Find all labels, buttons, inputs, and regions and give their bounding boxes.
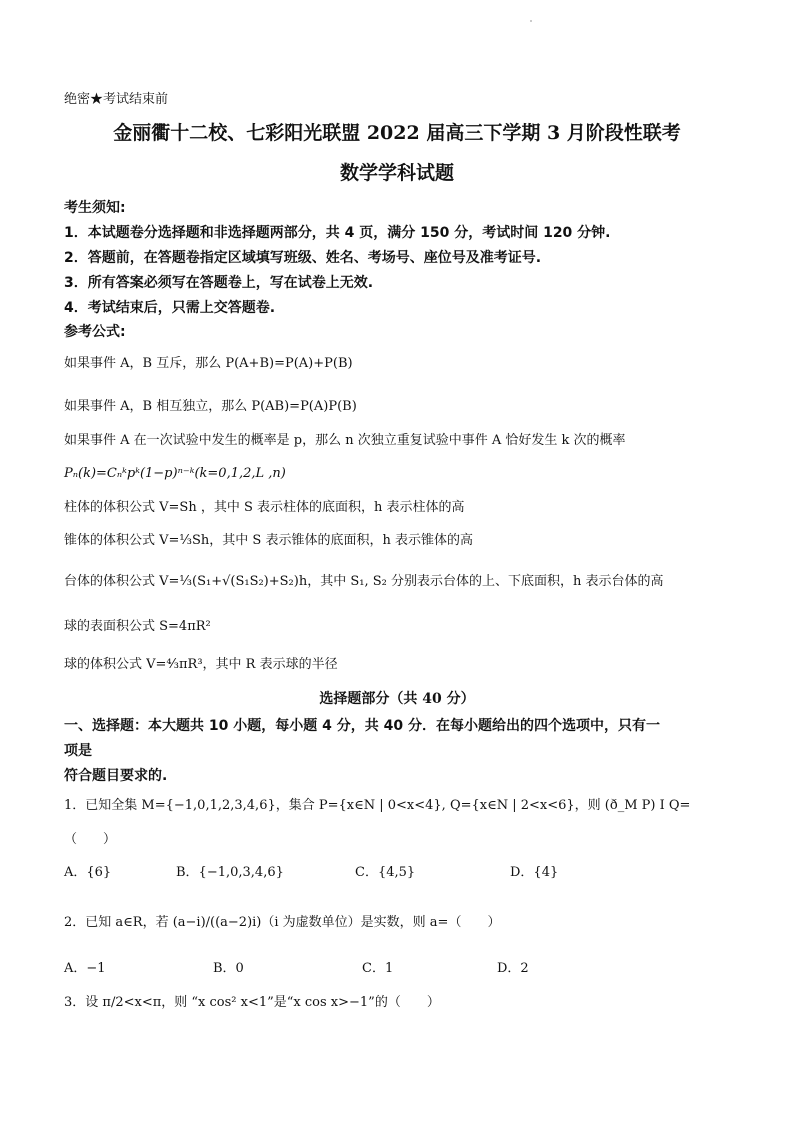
formula-line: 球的体积公式 V=⁴⁄₃πR³，其中 R 表示球的半径 <box>64 657 338 672</box>
question-1-stem: 1．已知全集 M={−1,0,1,2,3,4,6}，集合 P={x∈N | 0<x<4}, Q={x∈N | 2<x<6}，则 (ð_M P) I Q= <box>64 798 691 813</box>
formula-line: 球的表面积公式 S=4πR² <box>64 619 211 634</box>
choice-a: A．{6} <box>64 865 112 880</box>
section-title: 选择题部分（共 40 分） <box>319 691 475 707</box>
confidential-mark: 绝密★考试结束前 <box>64 92 169 107</box>
choice-b: B．{−1,0,3,4,6} <box>176 865 284 880</box>
formula-line: 如果事件 A，B 相互独立，那么 P(AB)=P(A)P(B) <box>64 399 357 414</box>
choice-d: D．{4} <box>510 865 559 880</box>
choice-a: A．−1 <box>64 961 106 976</box>
notice-item: 2．答题前，在答题卷指定区域填写班级、姓名、考场号、座位号及准考证号. <box>64 250 542 266</box>
formula-line: 锥体的体积公式 V=⅓Sh，其中 S 表示锥体的底面积，h 表示锥体的高 <box>64 533 473 548</box>
notice-item: 1．本试题卷分选择题和非选择题两部分，共 4 页，满分 150 分，考试时间 120 分钟. <box>64 225 611 241</box>
choice-b: B．0 <box>213 961 244 976</box>
question-1-paren: （ ） <box>64 832 117 847</box>
choice-c: C．{4,5} <box>355 865 416 880</box>
formula-line: 如果事件 A 在一次试验中发生的概率是 p，那么 n 次独立重复试验中事件 A 恰好发生 k 次的概率 <box>64 433 626 448</box>
choice-d: D．2 <box>497 961 529 976</box>
formula-line: Pₙ(k)=Cₙᵏpᵏ(1−p)ⁿ⁻ᵏ(k=0,1,2,L ,n) <box>64 466 286 481</box>
scan-speck <box>530 20 532 22</box>
notice-heading: 考生须知: <box>64 200 126 216</box>
formulas-heading: 参考公式: <box>64 324 126 340</box>
formula-line: 柱体的体积公式 V=Sh ，其中 S 表示柱体的底面积，h 表示柱体的高 <box>64 500 465 515</box>
exam-subtitle: 数学学科试题 <box>339 162 454 184</box>
choice-c: C．1 <box>362 961 394 976</box>
exam-title: 金丽衢十二校、七彩阳光联盟 2022 届高三下学期 3 月阶段性联考 <box>113 122 681 144</box>
section-intro: 项是 <box>64 743 92 759</box>
question-2-stem: 2．已知 a∈R，若 (a−i)/((a−2)i)（i 为虚数单位）是实数，则 a=（ ） <box>64 915 501 930</box>
section-intro: 符合题目要求的. <box>64 768 168 784</box>
formula-line: 如果事件 A，B 互斥，那么 P(A+B)=P(A)+P(B) <box>64 356 353 371</box>
question-3-stem: 3．设 π/2<x<π，则 “x cos² x<1”是“x cos x>−1”的（ ） <box>64 995 440 1010</box>
section-intro: 一、选择题：本大题共 10 小题，每小题 4 分，共 40 分．在每小题给出的四个选项中，只有一 <box>64 718 660 734</box>
formula-line: 台体的体积公式 V=⅓(S₁+√(S₁S₂)+S₂)h，其中 S₁, S₂ 分别表示台体的上、下底面积，h 表示台体的高 <box>64 574 664 589</box>
notice-item: 3．所有答案必须写在答题卷上，写在试卷上无效. <box>64 275 374 291</box>
notice-item: 4．考试结束后，只需上交答题卷. <box>64 300 276 316</box>
